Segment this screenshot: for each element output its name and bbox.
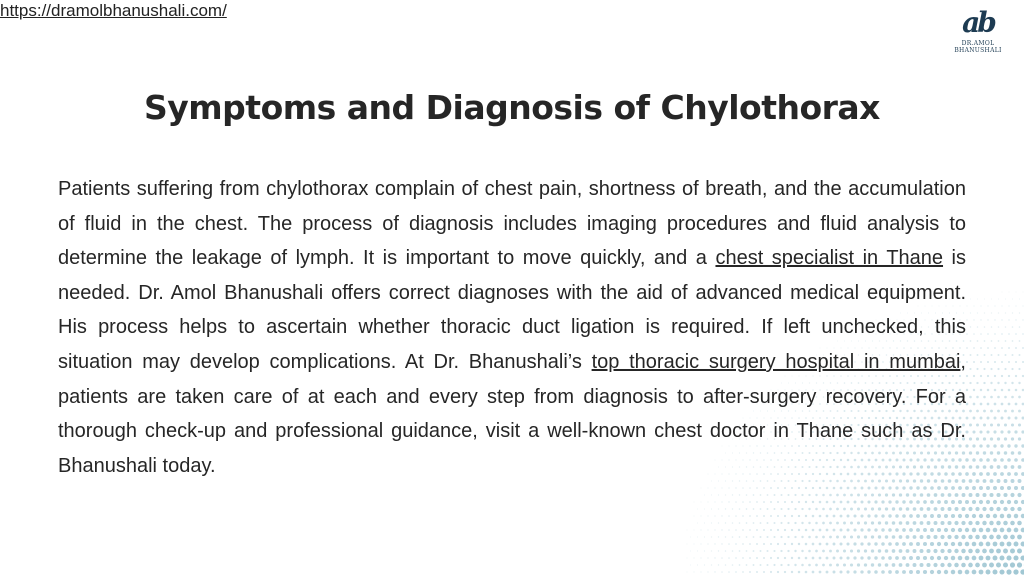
logo-text: DR.AMOL BHANUSHALI [954, 40, 1002, 54]
logo-mark: ab [962, 6, 994, 39]
page-title: Symptoms and Diagnosis of Chylothorax [144, 88, 880, 127]
chest-specialist-link[interactable]: chest specialist in Thane [715, 247, 944, 270]
site-url-link[interactable]: https://dramolbhanushali.com/ [0, 1, 227, 20]
paragraph-text: , patients are taken care of at each and every step from diagnosis to after-surgery recovery. For a thorough check-up and professional guidance, visit a well-known chest doctor in Thane such as Dr. Bhanushali today. [58, 350, 966, 477]
paragraph-text: is needed. Dr. Amol Bhanushali offers correct diagnoses with the aid of advanced medical equipment. His process helps to ascertain whether thoracic duct ligation is required. If left unchecked, this situation may develop complications. At Dr. Bhanushali’s [58, 247, 967, 373]
logo [938, 8, 1018, 54]
thoracic-hospital-link[interactable]: top thoracic surgery hospital in mumbai [591, 350, 961, 373]
paragraph-text: Patients suffering from chylothorax complain of chest pain, shortness of breath, and the accumulation of fluid in the chest. The process of diagnosis includes imaging procedures and fluid analysis to determine the leakage of lymph. It is important to move quickly, and a [58, 178, 966, 270]
body-paragraph [58, 172, 966, 483]
